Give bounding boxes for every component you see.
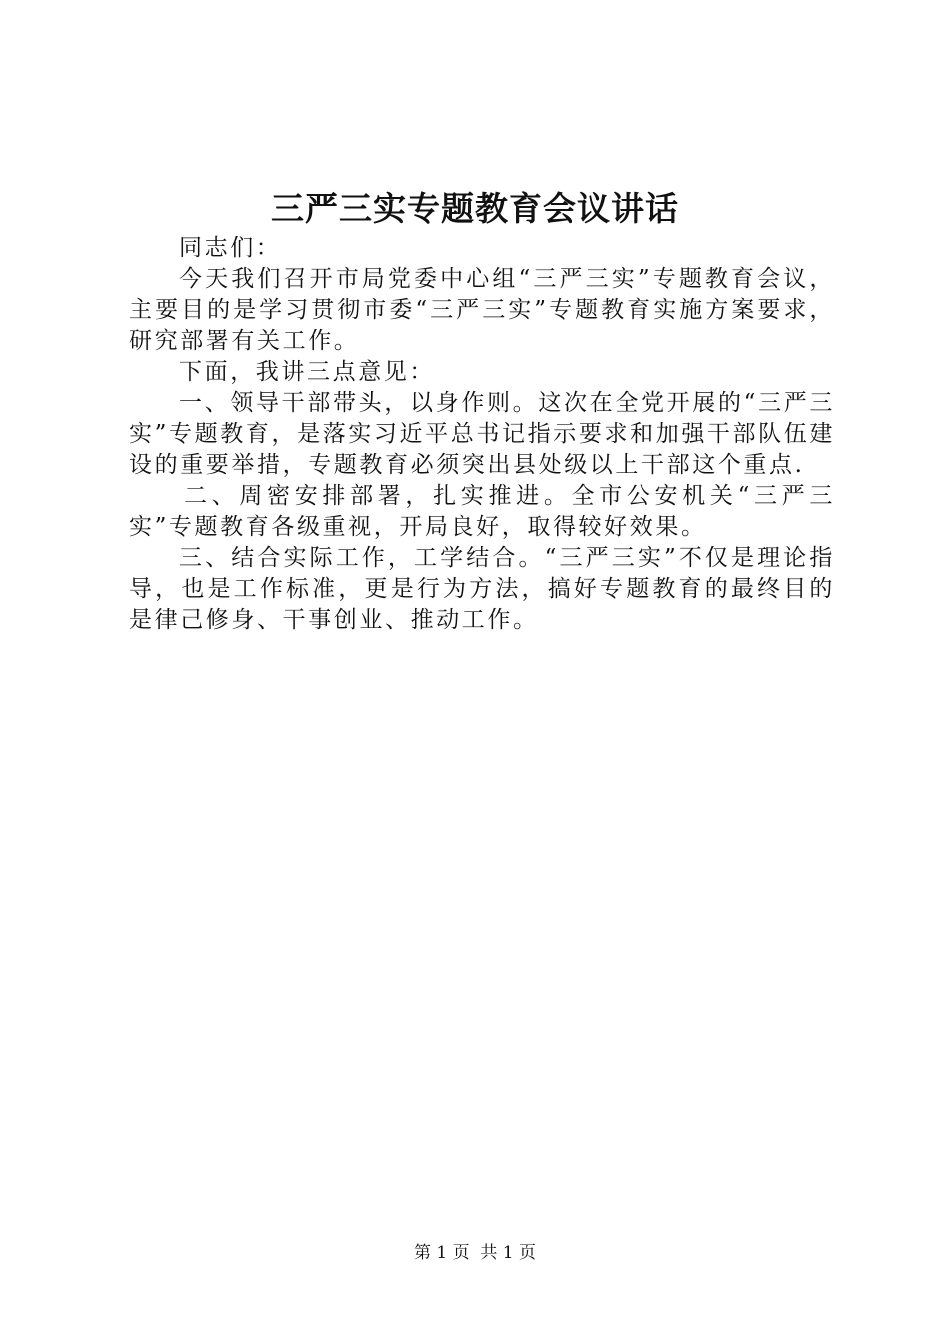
intro-paragraph: 今天我们召开市局党委中心组“三严三实”专题教育会议，主要目的是学习贯彻市委“三严三实”专题教育实施方案要求，研究部署有关工作。 (129, 266, 835, 354)
point-three-paragraph: 三、结合实际工作，工学结合。“三严三实”不仅是理论指导，也是工作标准，更是行为方法，搞好专题教育的最终目的是律己修身、干事创业、推动工作。 (129, 545, 835, 633)
transition-paragraph: 下面，我讲三点意见： (179, 359, 435, 385)
salutation-paragraph: 同志们： (179, 235, 282, 261)
point-two-paragraph: 二、周密安排部署，扎实推进。全市公安机关“三严三实”专题教育各级重视，开局良好，取得较好效果。 (129, 483, 835, 540)
page-footer (0, 1240, 950, 1266)
page-number-label: 第 1 页 (413, 1243, 470, 1263)
document-title: 三严三实专题教育会议讲话 (271, 189, 679, 228)
page-total-label: 共 1 页 (480, 1243, 537, 1263)
document-body (129, 233, 835, 636)
point-one-paragraph: 一、领导干部带头，以身作则。这次在全党开展的“三严三实”专题教育，是落实习近平总书记指示要求和加强干部队伍建设的重要举措，专题教育必须突出县处级以上干部这个重点. (129, 390, 835, 478)
